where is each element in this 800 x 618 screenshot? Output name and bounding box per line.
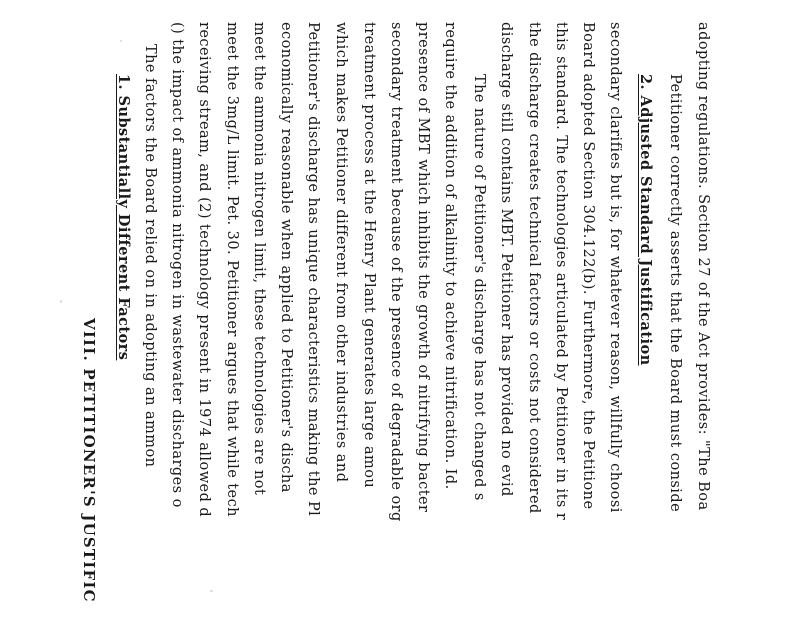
- subsection-heading-1-text: 1. Substantially Different Factors: [115, 74, 132, 361]
- paragraph-line: meet the 3mg/L limit. Pet. 30. Petitioner argues that while tech: [224, 22, 240, 517]
- scan-speck: [60, 300, 62, 303]
- section-title: VIII. PETITIONER'S JUSTIFIC: [80, 318, 98, 603]
- paragraph-line: Board adopted Section 304.122(b). Furthermore, the Petitione: [580, 22, 596, 510]
- paragraph-line: secondary treatment because of the presence of degradable org: [388, 22, 404, 522]
- paragraph-line: which makes Petitioner different from other industries and: [333, 22, 349, 483]
- subsection-heading-2-text: 2. Adjusted Standard Justification: [637, 74, 654, 366]
- paragraph-line: economically reasonable when applied to Petitioner's discha: [278, 22, 294, 493]
- paragraph-line: The factors the Board relied on in adopting an ammon: [142, 44, 158, 468]
- paragraph-line: discharge still contains MBT. Petitioner has provided no evid: [498, 22, 514, 497]
- paragraph-line: meet the ammonia nitrogen limit, these technologies are not: [251, 22, 267, 496]
- subsection-heading-1: [116, 22, 131, 360]
- scan-speck: [210, 590, 213, 592]
- paragraph-line: Petitioner's discharge has unique characteristics making the Pl: [305, 22, 321, 517]
- paragraph-line: adopting regulations. Section 27 of the Act provides: "The Boa: [695, 22, 711, 511]
- paragraph-line: require the addition of alkalinity to achieve nitrification. Id.: [442, 22, 458, 490]
- paragraph-line: this standard. The technologies articulated by Petitioner in its r: [553, 22, 569, 521]
- subsection-heading-2: [638, 22, 653, 366]
- paragraph-line: treatment process at the Henry Plant generates large amou: [361, 22, 377, 489]
- paragraph-line: receiving stream, and (2) technology present in 1974 allowed d: [196, 22, 212, 518]
- paragraph-line: the discharge creates technical factors or costs not considered: [526, 22, 542, 514]
- paragraph-line: presence of MBT which inhibits the growth of nitrifying bacter: [415, 22, 431, 513]
- paragraph-line: Petitioner correctly asserts that the Board must conside: [667, 74, 683, 513]
- scan-speck: [120, 40, 122, 42]
- paragraph-line: secondary clarifies but is, for whatever reason, willfully choosi: [607, 22, 623, 513]
- paragraph-line: The nature of Petitioner's discharge has not changed s: [471, 74, 487, 501]
- paragraph-line: () the impact of ammonia nitrogen in wastewater discharges o: [169, 22, 185, 508]
